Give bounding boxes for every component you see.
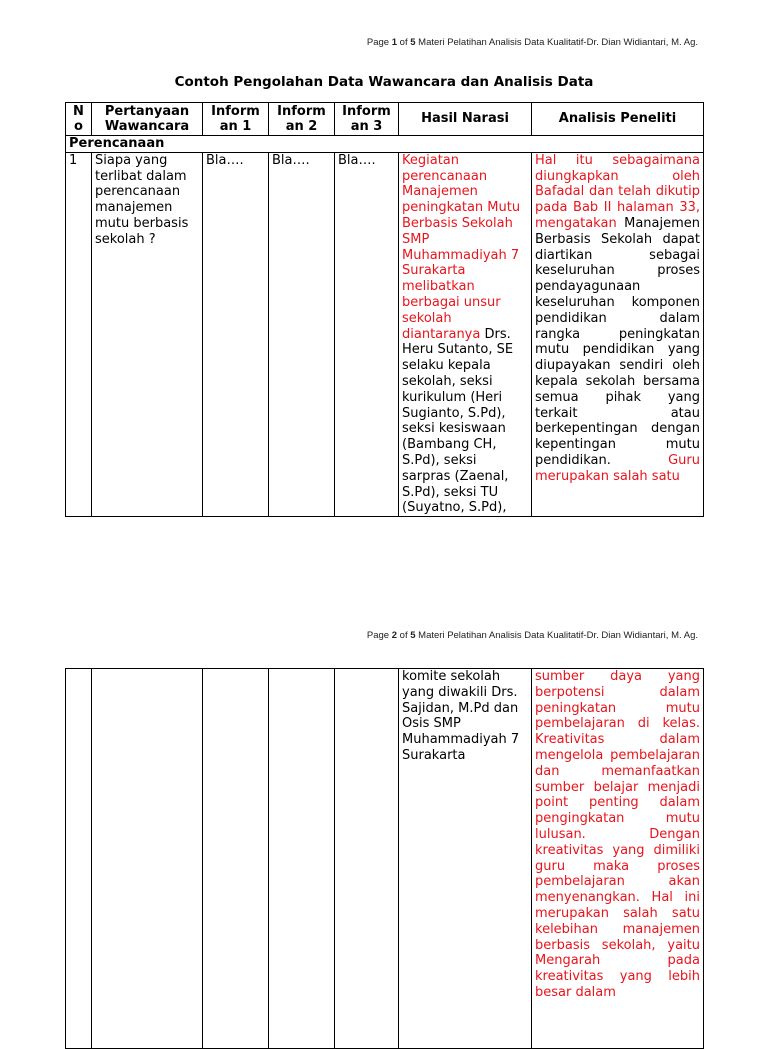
narasi-highlight: Kegiatan perencanaan Manajemen peningkatan Mutu Berbasis Sekolah SMP Muhammadiyah 7 Surakarta melibatkan berbagai unsur sekolah diantaranya [402,152,521,342]
col-header-informan-1: Inform an 1 [203,103,269,136]
narasi-cell-cont: komite sekolah yang diwakili Drs. Sajidan, M.Pd dan Osis SMP Muhammadiyah 7 Surakarta [399,669,532,1049]
page-header: Page 1 of 5 Materi Pelatihan Analisis Data Kualitatif-Dr. Dian Widiantari, M. Ag. [366,37,698,48]
informan-2-cell-cont [269,669,335,1049]
analisis-highlight-1: Hal itu sebagaimana diungkapkan oleh Bafadal dan telah dikutip pada Bab II halaman 33, mengatakan [535,152,700,231]
document-title: Contoh Pengolahan Data Wawancara dan Analisis Data [174,74,594,90]
col-header-no: N o [66,103,92,136]
col-header-question: Pertanyaan Wawancara [92,103,203,136]
narasi-cell [399,152,532,516]
analisis-text: Manajemen Berbasis Sekolah dapat diartikan sebagai keseluruhan proses pendayagunaan keseluruhan komponen pendidikan dalam rangka peningkatan mutu pendidikan yang diupayakan sendiri oleh kepala sekolah bersama semua pihak yang terkait atau berkepentingan dengan kepentingan mutu pendidikan. [535,215,700,468]
analisis-cell [532,152,704,516]
informan-3-cell: Bla…. [335,152,399,516]
col-header-hasil-narasi: Hasil Narasi [399,103,532,136]
col-header-informan-2: Inform an 2 [269,103,335,136]
row-number-cont [66,669,92,1049]
question-cell-cont [92,669,203,1049]
interview-table [65,102,704,517]
informan-1-cell-cont [203,669,269,1049]
analisis-highlight-2: Guru merupakan salah satu [535,452,700,484]
page-header-2: Page 2 of 5 Materi Pelatihan Analisis Data Kualitatif-Dr. Dian Widiantari, M. Ag. [366,630,698,641]
informan-2-cell: Bla…. [269,152,335,516]
col-header-informan-3: Inform an 3 [335,103,399,136]
informan-1-cell: Bla…. [203,152,269,516]
question-cell: Siapa yang terlibat dalam perencanaan manajemen mutu berbasis sekolah ? [92,152,203,516]
section-title: Perencanaan [66,136,704,153]
interview-table-continued [65,668,704,1049]
row-number: 1 [66,152,92,516]
narasi-text: Drs. Heru Sutanto, SE selaku kepala sekolah, seksi kurikulum (Heri Sugianto, S.Pd), seksi kesiswaan (Bambang CH, S.Pd), seksi sarpras (Zaenal, S.Pd), seksi TU (Suyatno, S.Pd), [402,326,514,516]
analisis-cell-cont: sumber daya yang berpotensi dalam peningkatan mutu pembelajaran di kelas. Kreativitas dalam mengelola pembelajaran dan memanfaatkan sumber belajar menjadi point penting dalam pengingkatan mutu lulusan. Dengan kreativitas yang dimiliki guru maka proses pembelajaran akan menyenangkan. Hal ini merupakan salah satu kelebihan manajemen berbasis sekolah, yaitu Mengarah pada kreativitas yang lebih besar dalam [532,669,704,1049]
informan-3-cell-cont [335,669,399,1049]
col-header-analisis-peneliti: Analisis Peneliti [532,103,704,136]
